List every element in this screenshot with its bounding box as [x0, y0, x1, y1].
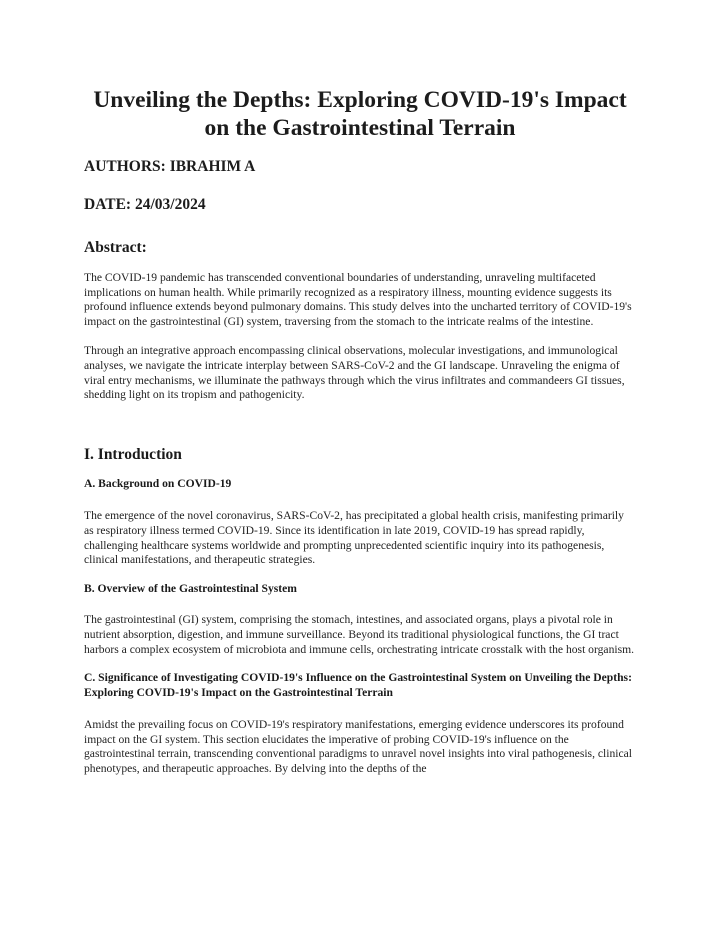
subsection-a-heading: A. Background on COVID-19	[84, 476, 232, 490]
subsection-c-paragraph: Amidst the prevailing focus on COVID-19's respiratory manifestations, emerging evidence underscores its profound impact on the GI system. This section elucidates the imperative of probing COVID-19's influence on the gastrointestinal terrain, transcending conventional paradigms to unravel novel insights into viral pathogenesis, clinical phenotypes, and therapeutic approaches. By delving into the depths of the	[84, 718, 632, 776]
abstract-paragraph-2: Through an integrative approach encompassing clinical observations, molecular investigations, and immunological analyses, we navigate the intricate interplay between SARS-CoV-2 and the GI landscape. Unraveling the enigma of viral entry mechanisms, we illuminate the pathways through which the virus infiltrates and commandeers GI tissues, shedding light on its tropism and pathogenicity.	[84, 344, 625, 402]
subsection-b-paragraph: The gastrointestinal (GI) system, comprising the stomach, intestines, and associated organs, plays a pivotal role in nutrient absorption, digestion, and immune surveillance. Beyond its traditional physiological functions, the GI tract harbors a complex ecosystem of microbiota and immune cells, orchestrating intricate crosstalk with the host organism.	[84, 613, 635, 656]
date-line: DATE: 24/03/2024	[84, 196, 206, 213]
abstract-paragraph-1: The COVID-19 pandemic has transcended conventional boundaries of understanding, unraveling multifaceted implications on human health. While primarily recognized as a respiratory illness, mounting evidence suggests its profound influence extends beyond pulmonary domains. This study delves into the uncharted territory of COVID-19's impact on the gastrointestinal (GI) system, traversing from the stomach to the intricate realms of the intestine.	[84, 271, 632, 328]
subsection-c-heading: C. Significance of Investigating COVID-19's Influence on the Gastrointestinal System on Unveiling the Depths: Exploring COVID-19's Impact on the Gastrointestinal Terrain	[84, 671, 632, 699]
paper-title: Unveiling the Depths: Exploring COVID-19's Impact on the Gastrointestinal Terrain	[93, 87, 627, 141]
authors-line: AUTHORS: IBRAHIM A	[84, 158, 256, 175]
subsection-b-heading: B. Overview of the Gastrointestinal System	[84, 581, 297, 595]
subsection-a-paragraph: The emergence of the novel coronavirus, SARS-CoV-2, has precipitated a global health crisis, manifesting primarily as respiratory illness termed COVID-19. Since its identification in late 2019, COVID-19 has spread rapidly, challenging healthcare systems worldwide and prompting unprecedented scientific inquiry into its pathogenesis, clinical manifestations, and therapeutic strategies.	[84, 509, 624, 567]
abstract-heading: Abstract:	[84, 239, 147, 256]
paper-page	[84, 0, 636, 777]
introduction-heading: I. Introduction	[84, 445, 182, 463]
